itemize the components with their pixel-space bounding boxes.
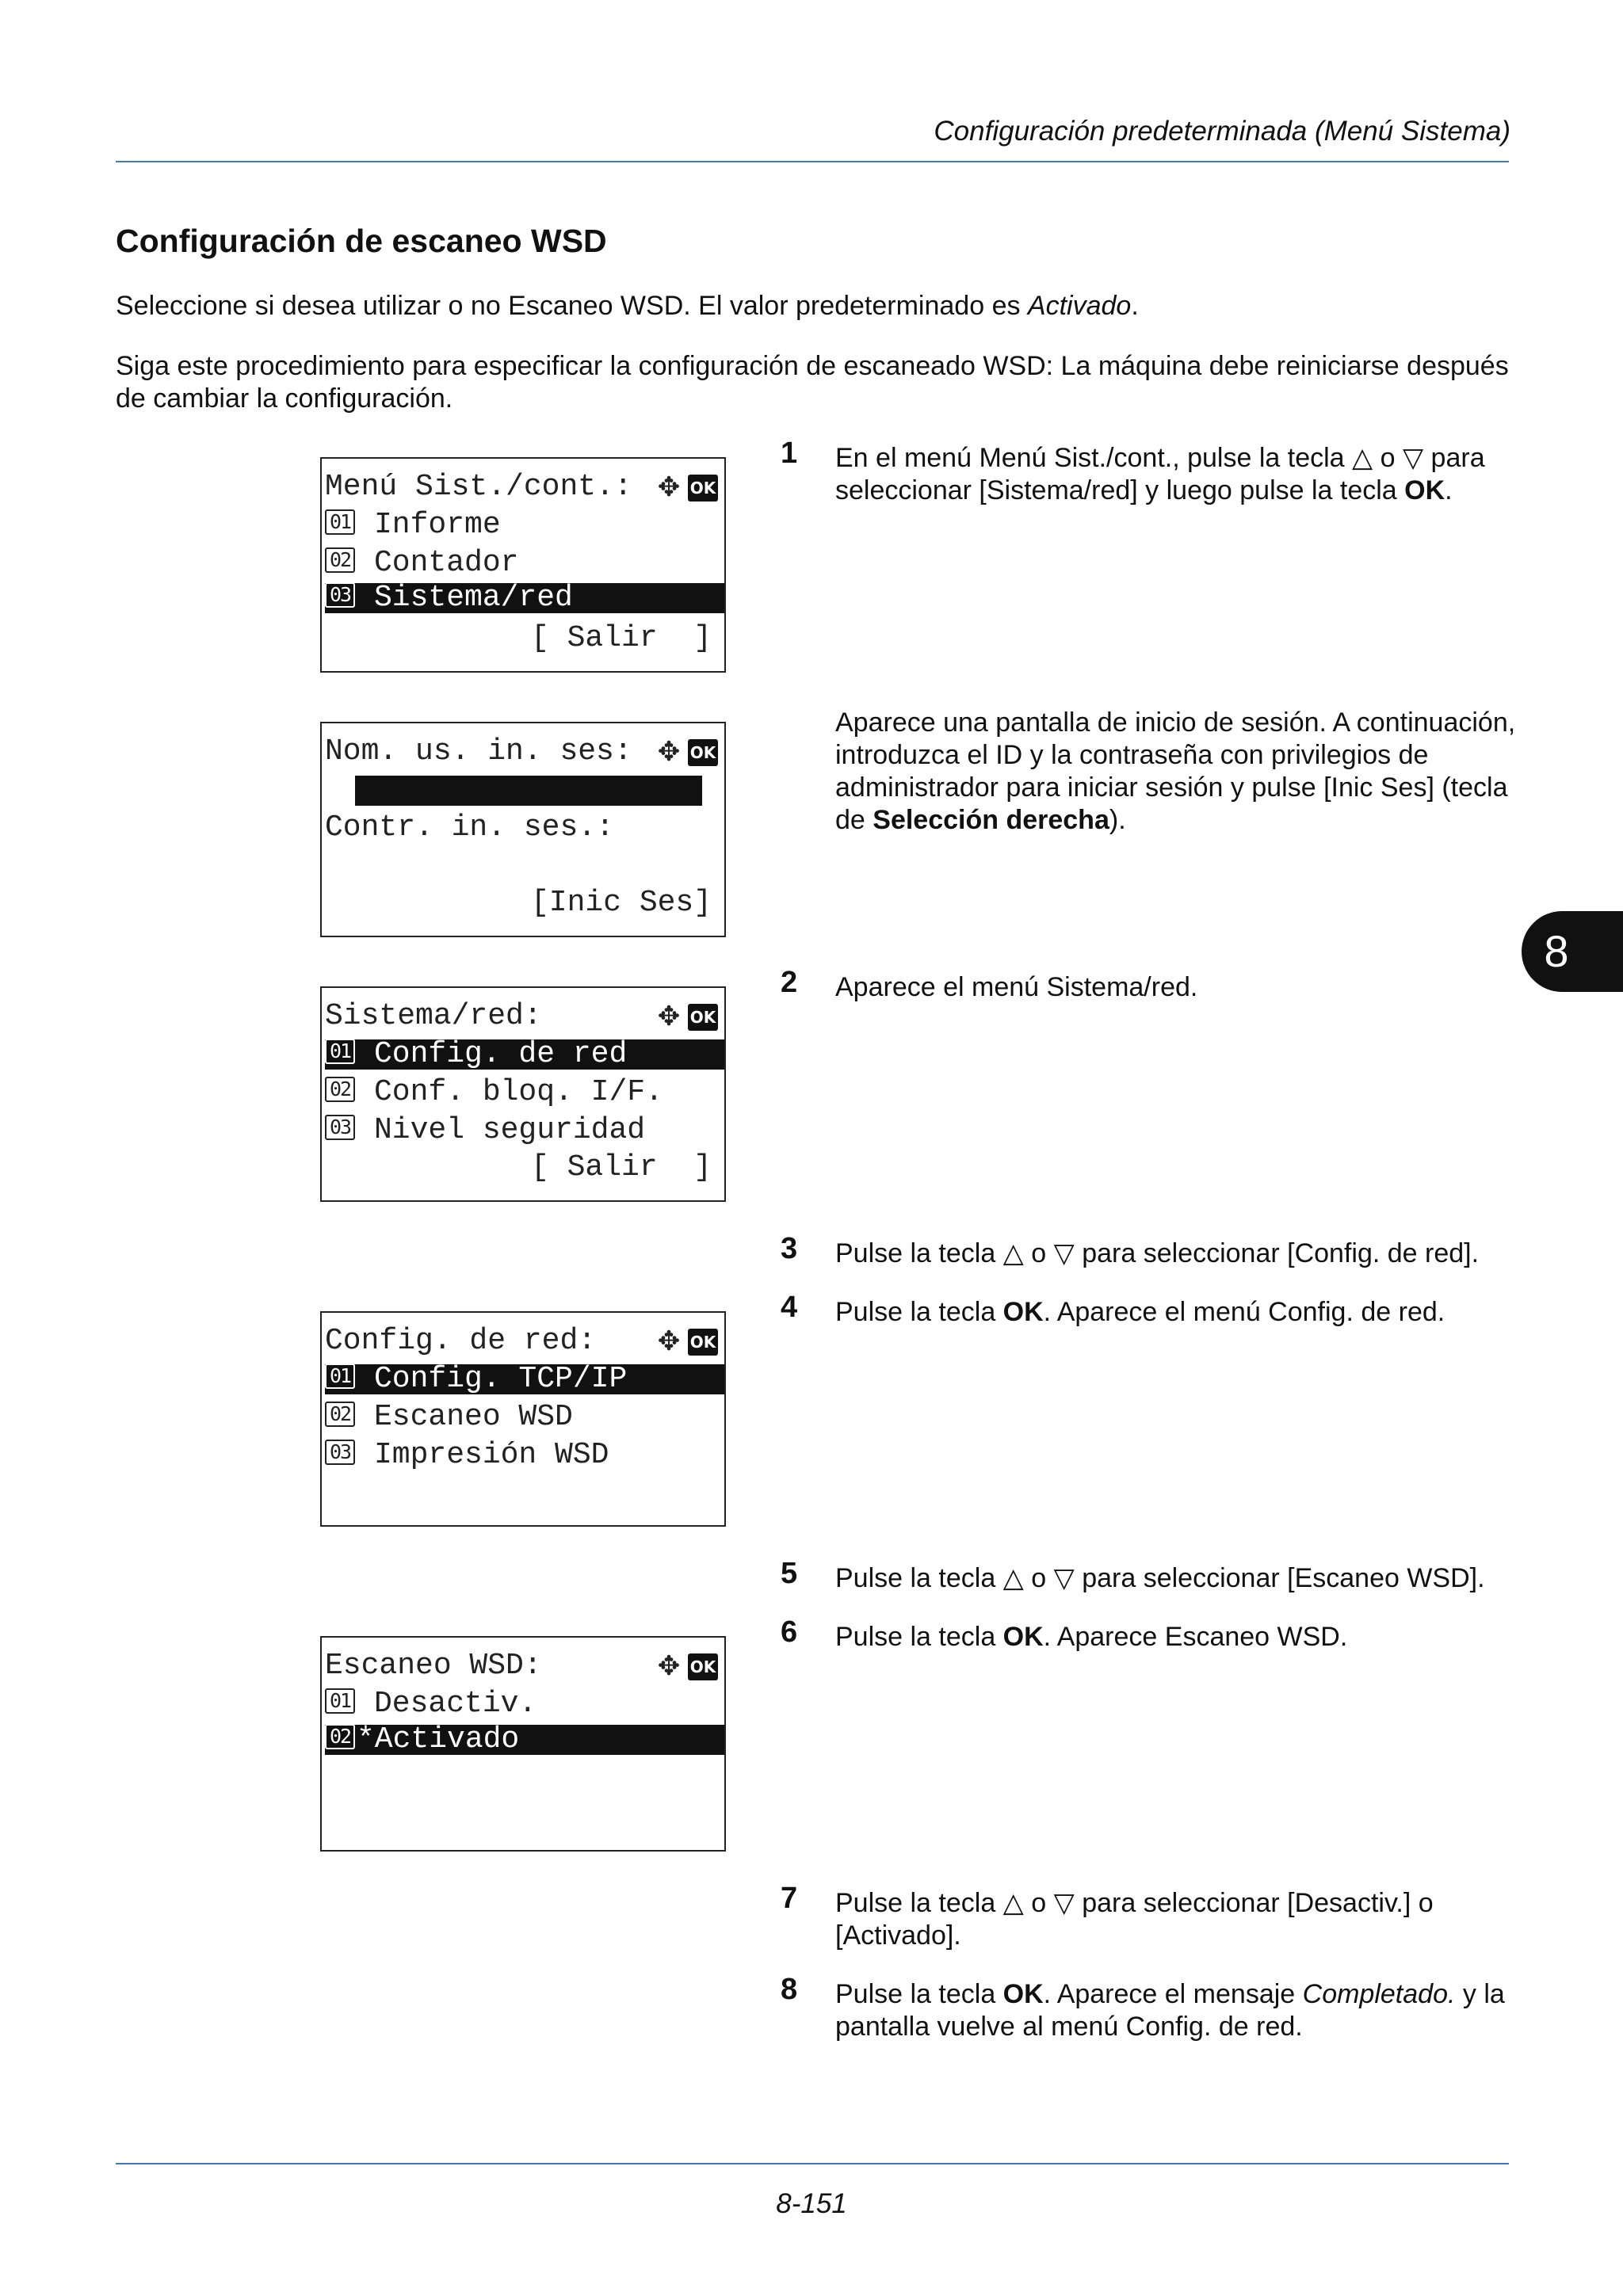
number-key-icon: 03: [325, 582, 355, 608]
ok-key-icon: OK: [688, 1653, 718, 1680]
step-key: OK: [1002, 1297, 1044, 1327]
ok-key-icon: OK: [688, 475, 718, 502]
four-way-arrow-icon: ✥: [657, 1001, 681, 1032]
header-rule: [116, 161, 1509, 162]
screen-title: Menú Sist./cont.:: [325, 470, 632, 504]
screen-title: Nom. us. in. ses:: [325, 734, 632, 769]
page-title: Configuración de escaneo WSD: [116, 223, 607, 259]
password-label: Contr. in. ses.:: [325, 810, 614, 845]
number-key-icon: 01: [325, 1363, 355, 1389]
step-text-end: . Aparece el menú Config. de red.: [1043, 1297, 1445, 1327]
step-number-1: 1: [781, 437, 798, 470]
username-input-field: [355, 776, 702, 806]
step-7-text: Pulse la tecla △ o ▽ para seleccionar [Desactiv.] o [Activado].: [835, 1888, 1434, 1951]
menu-item-label: Config. de red: [374, 1037, 628, 1071]
running-header: Configuración predeterminada (Menú Sistema): [934, 116, 1510, 147]
step-text-end: .: [1445, 475, 1453, 505]
lcd-screen-system-menu: [320, 457, 726, 673]
number-key-icon: 01: [325, 509, 355, 535]
menu-item-label: Desactiv.: [374, 1687, 537, 1721]
menu-item-label: *Activado: [357, 1722, 520, 1756]
step-4-text: [835, 1296, 1517, 1329]
step-text-end: ).: [1109, 805, 1126, 835]
menu-item-conf-bloq: [325, 1076, 724, 1109]
step-number-5: 5: [781, 1557, 798, 1590]
intro-text: Seleccione si desea utilizar o no Escaneo WSD. El valor predeterminado es: [116, 291, 1028, 321]
number-key-icon: 02: [325, 1402, 355, 1427]
menu-item-informe: [325, 509, 724, 542]
lcd-screen-config-red: [320, 1311, 726, 1527]
step-key: OK: [1002, 1979, 1044, 2009]
menu-item-activado-selected: [325, 1722, 724, 1756]
menu-item-label: Escaneo WSD: [374, 1400, 573, 1434]
softkey-salir: [ Salir ]: [531, 1150, 712, 1184]
step-key: Selección derecha: [873, 805, 1109, 835]
step-6-text: [835, 1621, 1517, 1653]
number-key-icon: 02: [325, 1077, 355, 1102]
step-text: . Aparece el mensaje: [1043, 1979, 1303, 2009]
menu-item-impresion-wsd: [325, 1439, 724, 1472]
ok-key-icon: OK: [688, 739, 718, 766]
lcd-screen-escaneo-wsd: [320, 1636, 726, 1852]
login-instruction-text: [835, 707, 1517, 837]
step-text: Aparece una pantalla de inicio de sesión. A continuación, introduzca el ID y la contraseña con privilegios de administrador para iniciar sesión y pulse [Inic Ses] (tecla de: [835, 707, 1516, 835]
step-text: Pulse la tecla: [835, 1297, 1003, 1327]
step-number-4: 4: [781, 1291, 798, 1324]
menu-item-label: Nivel seguridad: [374, 1113, 646, 1147]
menu-item-config-red-selected: [325, 1039, 724, 1070]
four-way-arrow-icon: ✥: [657, 1650, 681, 1682]
menu-item-label: Impresión WSD: [374, 1438, 609, 1472]
intro-text-end: .: [1131, 291, 1139, 321]
menu-item-nivel-seguridad: [325, 1114, 724, 1147]
number-key-icon: 02: [325, 547, 355, 573]
completion-message: Completado.: [1302, 1979, 1456, 2009]
page-number: 8-151: [776, 2188, 847, 2219]
step-1-text: [835, 442, 1517, 507]
lcd-screen-login: [320, 722, 726, 937]
number-key-icon: 02: [325, 1724, 355, 1749]
intro-paragraph-1: [116, 290, 1512, 322]
step-text: Pulse la tecla: [835, 1622, 1003, 1652]
step-text: Pulse la tecla: [835, 1979, 1003, 2009]
number-key-icon: 01: [325, 1039, 355, 1064]
ok-key-icon: OK: [688, 1004, 718, 1031]
step-text-end: . Aparece Escaneo WSD.: [1043, 1622, 1348, 1652]
default-value: Activado: [1027, 291, 1132, 321]
footer-rule: [116, 2163, 1509, 2164]
step-3-text: Pulse la tecla △ o ▽ para seleccionar [Config. de red].: [835, 1238, 1480, 1268]
menu-item-config-tcpip-selected: [325, 1364, 724, 1394]
step-number-6: 6: [781, 1615, 798, 1649]
menu-item-label: Config. TCP/IP: [374, 1362, 628, 1396]
softkey-salir: [ Salir ]: [531, 621, 712, 655]
screen-title: Config. de red:: [325, 1324, 597, 1358]
number-key-icon: 01: [325, 1688, 355, 1714]
step-number-3: 3: [781, 1232, 798, 1265]
chapter-tab: [1522, 911, 1623, 992]
screen-title: Sistema/red:: [325, 999, 542, 1033]
menu-item-label: Informe: [374, 508, 501, 542]
menu-item-contador: [325, 547, 724, 580]
chapter-number: 8: [1544, 926, 1569, 976]
step-text: En el menú Menú Sist./cont., pulse la tecla △ o ▽ para seleccionar [Sistema/red] y luego pulse la tecla: [835, 443, 1485, 505]
four-way-arrow-icon: ✥: [657, 736, 681, 768]
menu-item-label: Conf. bloq. I/F.: [374, 1075, 663, 1109]
number-key-icon: 03: [325, 1440, 355, 1465]
step-number-2: 2: [781, 966, 798, 999]
step-text-end: y la pantalla vuelve al menú Config. de red.: [835, 1979, 1505, 2042]
four-way-arrow-icon: ✥: [657, 1325, 681, 1357]
step-5-text: Pulse la tecla △ o ▽ para seleccionar [Escaneo WSD].: [835, 1563, 1485, 1593]
lcd-screen-sistema-red: [320, 986, 726, 1202]
menu-item-label: Sistema/red: [374, 581, 573, 615]
step-number-7: 7: [781, 1882, 798, 1915]
menu-item-sistema-red-selected: [325, 583, 724, 613]
step-number-8: 8: [781, 1973, 798, 2006]
menu-item-label: Contador: [374, 546, 519, 580]
number-key-icon: 03: [325, 1115, 355, 1140]
intro-paragraph-2: Siga este procedimiento para especificar la configuración de escaneado WSD: La máquina debe reiniciarse después de cambiar la configuración.: [116, 351, 1509, 414]
step-2-text: Aparece el menú Sistema/red.: [835, 972, 1198, 1002]
softkey-inic-ses: [Inic Ses]: [531, 886, 712, 920]
step-key: OK: [1002, 1622, 1044, 1652]
screen-title: Escaneo WSD:: [325, 1649, 542, 1683]
menu-item-escaneo-wsd: [325, 1401, 724, 1434]
step-8-text: [835, 1978, 1517, 2043]
menu-item-desactiv: [325, 1688, 724, 1721]
four-way-arrow-icon: ✥: [657, 471, 681, 503]
step-key: OK: [1404, 475, 1445, 505]
ok-key-icon: OK: [688, 1329, 718, 1356]
